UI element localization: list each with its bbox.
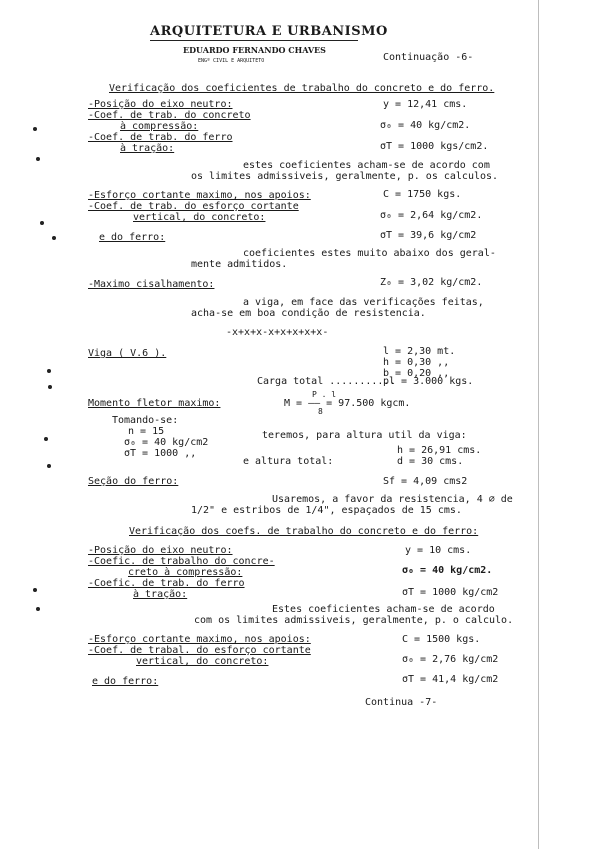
margin-speck [33,588,37,592]
margin-speck [40,221,44,225]
s2-paragraph-a: Estes coeficientes acham-se de acordo [272,604,495,615]
s1-max-shear-value: Z₀ = 3,02 kg/cm2. [380,277,483,288]
margin-speck [44,437,48,441]
s2-steel-shear-value: σT = 41,4 kg/cm2 [402,674,499,685]
section2-heading: Verificação dos coefs. de trabalho do concreto e do ferro: [129,526,479,537]
s2-steel-shear-label: e do ferro: [92,676,159,687]
s1-shear-label: -Esforço cortante maximo, nos apoios: [88,190,311,201]
margin-speck [47,369,51,373]
s1-coef-concrete-label-2: à compressão: [120,121,199,132]
s1-steel-shear-value: σT = 39,6 kg/cm2 [380,230,477,241]
s1-paragraph-3b: acha-se em boa condição de resistencia. [191,308,426,319]
useful-height-intro: teremos, para altura util da viga: [262,430,467,441]
letterhead-rule [150,40,358,41]
margin-speck [47,464,51,468]
steel-stress-assumed: σT = 1000 ,, [124,448,197,459]
s1-coef-steel-label-2: à tração: [120,143,175,154]
taking-label: Tomando-se: [112,415,179,426]
beam-label: Viga ( V.6 ). [88,348,167,359]
s1-shear-coef-value: σ₀ = 2,64 kg/cm2. [380,210,483,221]
s2-coef-steel-label-2: à tração: [133,589,188,600]
s2-shear-label: -Esforço cortante maximo, nos apoios: [88,634,311,645]
s1-paragraph-1b: os limites admissiveis, geralmente, p. os calculos. [191,171,499,182]
page-edge-shadow [538,0,539,849]
s2-shear-coef-label-2: vertical, do concreto: [136,656,269,667]
beam-height: h = 0,30 ,, [383,357,450,368]
s1-coef-steel-value: σT = 1000 kgs/cm2. [380,141,489,152]
s1-max-shear-label: -Maximo cisalhamento: [88,279,215,290]
steel-section-label: Seção do ferro: [88,476,179,487]
continuation-label: Continuação -6- [383,52,474,63]
moment-formula: M = —— = 97.500 kgcm. [284,398,411,409]
s1-coef-steel-label: -Coef. de trab. do ferro [88,132,233,143]
beam-length: l = 2,30 mt. [383,346,456,357]
s1-neutral-axis-value: y = 12,41 cms. [383,99,468,110]
s2-coef-concrete-label: -Coefic. de trabalho do concre- [88,556,275,567]
s2-coef-concrete-value: σ₀ = 40 kg/cm2. [402,565,493,576]
total-height-label: e altura total: [243,456,334,467]
s2-coef-steel-value: σT = 1000 kg/cm2 [402,587,499,598]
reinforcement-note-a: Usaremos, a favor da resistencia, 4 ∅ de [272,494,513,505]
total-load-value: pl = 3.000 kgs. [383,376,474,387]
section1-heading: Verificação dos coeficientes de trabalho do concreto e do ferro. [109,83,495,94]
s2-neutral-axis-label: -Posição do eixo neutro: [88,545,233,556]
letterhead-name: EDUARDO FERNANDO CHAVES [183,45,326,55]
bending-moment-label: Momento fletor maximo: [88,398,221,409]
total-load-label: Carga total ........... [257,376,396,387]
s1-shear-value: C = 1750 kgs. [383,189,462,200]
s1-steel-shear-label: e do ferro: [99,232,166,243]
s2-shear-coef-value: σ₀ = 2,76 kg/cm2 [402,654,499,665]
beam-width: b = 0,20 ,, [383,368,450,379]
s1-coef-concrete-value: σ₀ = 40 kg/cm2. [380,120,471,131]
section-separator: -x+x+x-x+x+x+x+x- [226,327,329,338]
s1-paragraph-2a: coeficientes estes muito abaixo dos geral- [243,248,496,259]
concrete-stress-assumed: σ₀ = 40 kg/cm2 [124,437,209,448]
s1-paragraph-1a: estes coeficientes acham-se de acordo com [243,160,490,171]
margin-speck [36,607,40,611]
reinforcement-note-b: 1/2" e estribos de 1/4", espaçados de 15 cms. [191,505,462,516]
modular-ratio: n = 15 [128,426,165,437]
moment-formula-denominator: 8 [318,407,323,416]
margin-speck [33,127,37,131]
letterhead-profession: ENGº CIVIL E ARQUITETO [198,58,265,64]
s1-coef-concrete-label: -Coef. de trab. do concreto [88,110,251,121]
moment-formula-numerator: P . l [312,390,337,399]
s2-coef-steel-label: -Coefic. de trab. do ferro [88,578,245,589]
margin-speck [52,236,56,240]
s1-paragraph-2b: mente admitidos. [191,259,288,270]
s2-neutral-axis-value: y = 10 cms. [405,545,472,556]
s2-paragraph-b: com os limites admissiveis, geralmente, p. o calculo. [194,615,514,626]
letterhead-title: ARQUITETURA E URBANISMO [150,24,388,39]
s1-shear-coef-label: -Coef. de trab. do esforço cortante [88,201,299,212]
steel-section-value: Sf = 4,09 cms2 [383,476,468,487]
continues-label: Continua -7- [365,697,438,708]
total-height-value: d = 30 cms. [397,456,464,467]
s2-coef-concrete-label-2: creto à compressão: [128,567,243,578]
useful-height-value: h = 26,91 cms. [397,445,482,456]
margin-speck [48,385,52,389]
s2-shear-value: C = 1500 kgs. [402,634,481,645]
s1-shear-coef-label-2: vertical, do concreto: [133,212,266,223]
margin-speck [36,157,40,161]
s1-neutral-axis-label: -Posição do eixo neutro: [88,99,233,110]
s2-shear-coef-label: -Coef. de trabal. do esforço cortante [88,645,311,656]
s1-paragraph-3a: a viga, em face das verificações feitas, [243,297,484,308]
